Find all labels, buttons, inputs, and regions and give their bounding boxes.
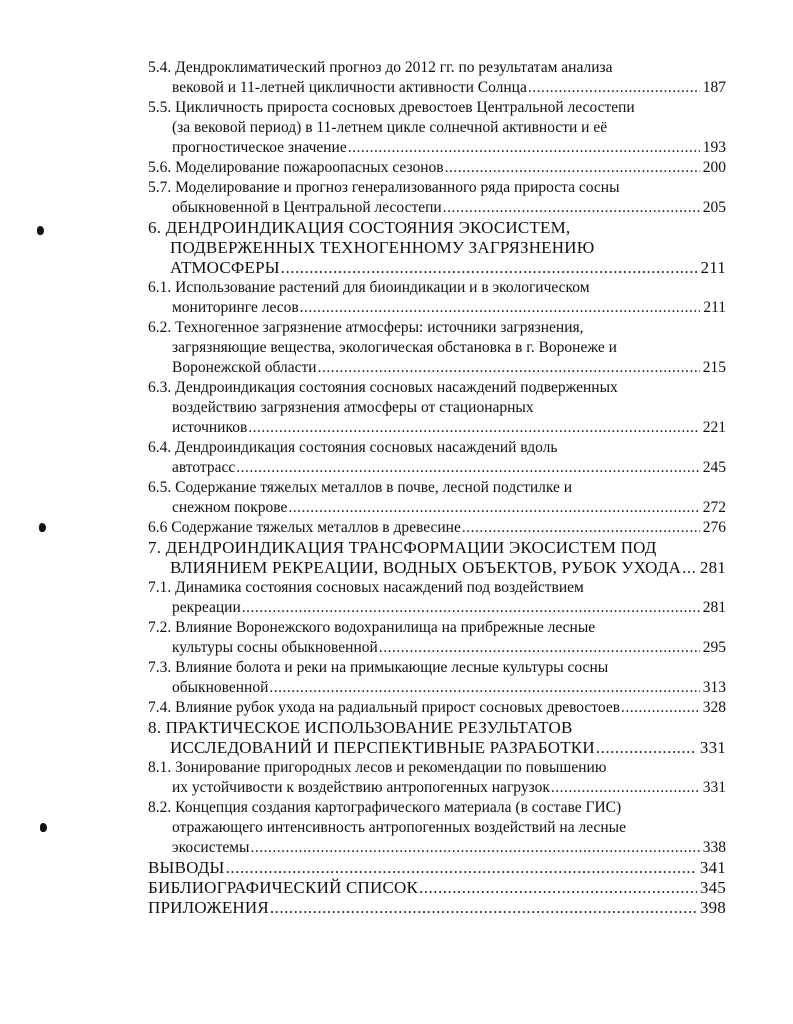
- toc-page-number: 341: [699, 858, 726, 877]
- toc-line: [148, 218, 726, 238]
- toc-line-text: воздействию загрязнения атмосферы от стационарных: [172, 399, 534, 416]
- toc-line: [148, 418, 726, 438]
- toc-line: [148, 58, 726, 78]
- toc-line: [148, 558, 726, 578]
- toc-line-text: 7.2. Влияние Воронежского водохранилища на прибрежные лесные: [148, 619, 596, 636]
- table-of-contents: [148, 58, 726, 918]
- toc-page-number: 281: [702, 599, 726, 616]
- toc-page-number: 211: [700, 258, 726, 277]
- toc-line-text: 6.6 Содержание тяжелых металлов в древесине: [148, 519, 461, 536]
- margin-mark: [39, 523, 46, 532]
- toc-chapter: [148, 718, 726, 758]
- toc-line: [148, 398, 726, 418]
- dot-leader: [300, 298, 701, 318]
- toc-line-text: 6. ДЕНДРОИНДИКАЦИЯ СОСТОЯНИЯ ЭКОСИСТЕМ,: [148, 218, 571, 237]
- margin-mark: [37, 226, 44, 235]
- toc-line-text: отражающего интенсивность антропогенных воздействий на лесные: [172, 819, 626, 836]
- dot-leader: [270, 898, 697, 918]
- dot-leader: [248, 418, 699, 438]
- toc-line: [148, 658, 726, 678]
- toc-page-number: 205: [702, 199, 726, 216]
- toc-line-text: мониторинге лесов: [172, 299, 299, 316]
- toc-line: [148, 698, 726, 718]
- toc-line: [148, 298, 726, 318]
- dot-leader: [596, 738, 697, 758]
- toc-line: [148, 258, 726, 278]
- dot-leader: [445, 158, 700, 178]
- toc-line: [148, 618, 726, 638]
- toc-line: [148, 198, 726, 218]
- toc-line-text: экосистемы: [172, 839, 250, 856]
- toc-page-number: 221: [702, 419, 726, 436]
- toc-section: [148, 798, 726, 858]
- toc-line: [148, 738, 726, 758]
- toc-line-text: Воронежской области: [172, 359, 317, 376]
- toc-line: [148, 578, 726, 598]
- toc-chapter: [148, 898, 726, 918]
- toc-line-text: 8.2. Концепция создания картографического материала (в составе ГИС): [148, 799, 622, 816]
- dot-leader: [242, 598, 700, 618]
- toc-line: [148, 98, 726, 118]
- toc-line-text: обыкновенной: [172, 679, 269, 696]
- toc-line-text: рекреации: [172, 599, 241, 616]
- toc-line: [148, 818, 726, 838]
- toc-line: [148, 638, 726, 658]
- dot-leader: [682, 558, 697, 578]
- toc-line-text: (за вековой период) в 11-летнем цикле солнечной активности и её: [172, 119, 608, 136]
- dot-leader: [621, 698, 700, 718]
- toc-line: [148, 338, 726, 358]
- toc-line: [148, 778, 726, 798]
- toc-line-text: 7.1. Динамика состояния сосновых насаждений под воздействием: [148, 579, 584, 596]
- toc-line: [148, 878, 726, 898]
- toc-line-text: ИССЛЕДОВАНИЙ И ПЕРСПЕКТИВНЫЕ РАЗРАБОТКИ: [170, 738, 595, 757]
- dot-leader: [462, 518, 700, 538]
- toc-line-text: 6.3. Дендроиндикация состояния сосновых насаждений подверженных: [148, 379, 618, 396]
- toc-section: [148, 478, 726, 518]
- toc-section: [148, 318, 726, 378]
- dot-leader: [419, 878, 697, 898]
- toc-section: [148, 158, 726, 178]
- toc-page-number: 193: [702, 139, 726, 156]
- toc-line-text: 5.6. Моделирование пожароопасных сезонов: [148, 159, 444, 176]
- toc-section: [148, 378, 726, 438]
- toc-line-text: 6.1. Использование растений для биоиндикации и в экологическом: [148, 279, 590, 296]
- toc-page-number: 313: [702, 679, 726, 696]
- toc-section: [148, 278, 726, 318]
- toc-page-number: 331: [699, 738, 726, 757]
- dot-leader: [250, 838, 699, 858]
- toc-line-text: 5.7. Моделирование и прогноз генерализованного ряда прироста сосны: [148, 179, 620, 196]
- toc-section: [148, 58, 726, 98]
- toc-page-number: 328: [702, 699, 726, 716]
- toc-section: [148, 518, 726, 538]
- toc-line-text: вековой и 11-летней цикличности активности Солнца: [172, 79, 527, 96]
- dot-leader: [236, 458, 699, 478]
- toc-section: [148, 578, 726, 618]
- toc-line-text: 7. ДЕНДРОИНДИКАЦИЯ ТРАНСФОРМАЦИИ ЭКОСИСТЕМ ПОД: [148, 538, 657, 557]
- toc-page-number: 338: [702, 839, 726, 856]
- toc-page-number: 276: [702, 519, 726, 536]
- toc-line: [148, 718, 726, 738]
- toc-line-text: автотрасс: [172, 459, 236, 476]
- toc-line-text: 8.1. Зонирование пригородных лесов и рекомендации по повышению: [148, 759, 607, 776]
- toc-line: [148, 598, 726, 618]
- dot-leader: [226, 858, 697, 878]
- toc-line-text: 6.2. Техногенное загрязнение атмосферы: источники загрязнения,: [148, 319, 584, 336]
- toc-line-text: БИБЛИОГРАФИЧЕСКИЙ СПИСОК: [148, 878, 419, 897]
- toc-line: [148, 178, 726, 198]
- toc-section: [148, 758, 726, 798]
- toc-page-number: 187: [702, 79, 726, 96]
- toc-line-text: 8. ПРАКТИЧЕСКОЕ ИСПОЛЬЗОВАНИЕ РЕЗУЛЬТАТОВ: [148, 718, 573, 737]
- toc-line-text: прогностическое значение: [172, 139, 347, 156]
- toc-chapter: [148, 218, 726, 278]
- toc-line-text: ВЛИЯНИЕМ РЕКРЕАЦИИ, ВОДНЫХ ОБЪЕКТОВ, РУБОК УХОДА: [170, 558, 682, 577]
- toc-page-number: 211: [703, 299, 726, 316]
- toc-chapter: [148, 538, 726, 578]
- toc-page-number: 281: [699, 558, 726, 577]
- toc-line-text: источников: [172, 419, 248, 436]
- toc-line: [148, 78, 726, 98]
- toc-page-number: 331: [702, 779, 726, 796]
- toc-page-number: 200: [702, 159, 726, 176]
- toc-line-text: 5.4. Дендроклиматический прогноз до 2012 гг. по результатам анализа: [148, 59, 613, 76]
- toc-line: [148, 458, 726, 478]
- toc-line: [148, 358, 726, 378]
- toc-line: [148, 758, 726, 778]
- toc-line-text: ПОДВЕРЖЕННЫХ ТЕХНОГЕННОМУ ЗАГРЯЗНЕНИЮ: [170, 238, 595, 257]
- toc-line: [148, 158, 726, 178]
- toc-line: [148, 858, 726, 878]
- toc-line: [148, 538, 726, 558]
- toc-line: [148, 678, 726, 698]
- toc-line-text: снежном покрове: [172, 499, 288, 516]
- toc-section: [148, 178, 726, 218]
- toc-page-number: 345: [699, 878, 726, 897]
- dot-leader: [281, 258, 698, 278]
- toc-line-text: 7.4. Влияние рубок ухода на радиальный прирост сосновых древостоев: [148, 699, 621, 716]
- toc-line: [148, 518, 726, 538]
- toc-line: [148, 478, 726, 498]
- toc-line: [148, 318, 726, 338]
- toc-line: [148, 378, 726, 398]
- toc-line: [148, 238, 726, 258]
- toc-line: [148, 138, 726, 158]
- toc-line-text: 6.5. Содержание тяжелых металлов в почве, лесной подстилке и: [148, 479, 573, 496]
- toc-section: [148, 438, 726, 478]
- dot-leader: [269, 678, 699, 698]
- toc-line: [148, 898, 726, 918]
- toc-page-number: 215: [702, 359, 726, 376]
- toc-chapter: [148, 878, 726, 898]
- toc-line: [148, 118, 726, 138]
- dot-leader: [379, 638, 700, 658]
- dot-leader: [348, 138, 700, 158]
- toc-line: [148, 498, 726, 518]
- toc-page-number: 398: [699, 898, 726, 917]
- toc-line: [148, 838, 726, 858]
- dot-leader: [551, 778, 700, 798]
- toc-section: [148, 698, 726, 718]
- toc-line: [148, 438, 726, 458]
- toc-section: [148, 658, 726, 698]
- toc-line: [148, 798, 726, 818]
- toc-line-text: ВЫВОДЫ: [148, 858, 225, 877]
- toc-line: [148, 278, 726, 298]
- toc-page-number: 295: [702, 639, 726, 656]
- toc-section: [148, 618, 726, 658]
- toc-chapter: [148, 858, 726, 878]
- dot-leader: [288, 498, 699, 518]
- toc-line-text: культуры сосны обыкновенной: [172, 639, 378, 656]
- toc-line-text: 6.4. Дендроиндикация состояния сосновых насаждений вдоль: [148, 439, 558, 456]
- toc-line-text: их устойчивости к воздействию антропогенных нагрузок: [172, 779, 550, 796]
- dot-leader: [528, 78, 700, 98]
- toc-line-text: 5.5. Цикличность прироста сосновых древостоев Центральной лесостепи: [148, 99, 635, 116]
- toc-line-text: ПРИЛОЖЕНИЯ: [148, 898, 269, 917]
- toc-line-text: загрязняющие вещества, экологическая обстановка в г. Воронеже и: [172, 339, 617, 356]
- toc-page-number: 245: [702, 459, 726, 476]
- toc-line-text: обыкновенной в Центральной лесостепи: [172, 199, 442, 216]
- toc-line-text: АТМОСФЕРЫ: [170, 258, 280, 277]
- margin-mark: [40, 823, 47, 832]
- dot-leader: [318, 358, 700, 378]
- toc-line-text: 7.3. Влияние болота и реки на примыкающие лесные культуры сосны: [148, 659, 609, 676]
- toc-page-number: 272: [702, 499, 726, 516]
- toc-section: [148, 98, 726, 158]
- dot-leader: [443, 198, 700, 218]
